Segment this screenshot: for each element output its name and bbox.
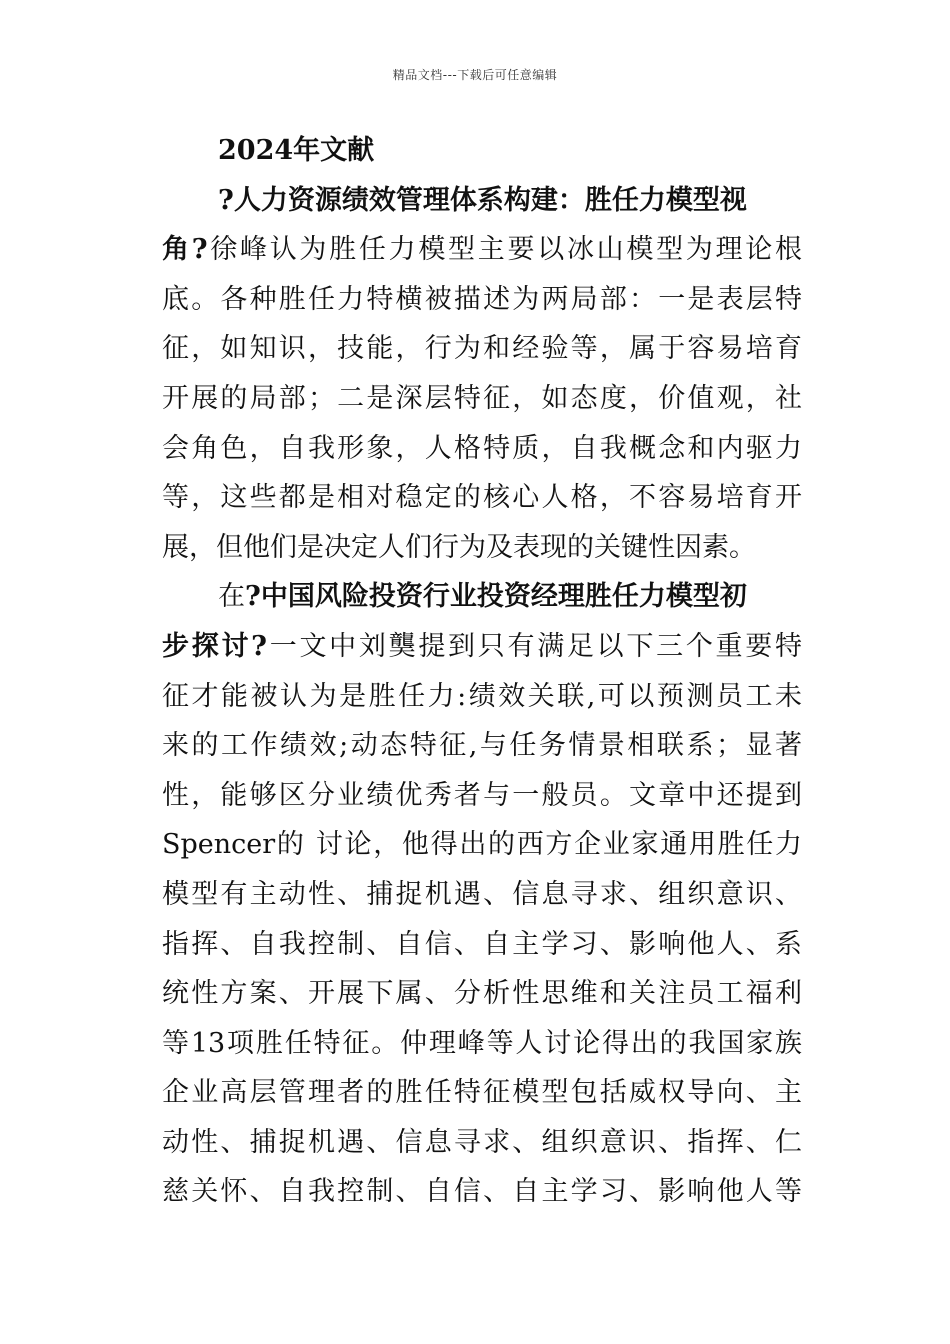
text-run: 企业高层管理者的胜任特征模型包括威权导向、主 [162,1077,802,1109]
paragraph-line [162,870,802,920]
paragraph-line [162,969,802,1019]
paragraph-line [162,523,802,573]
bold-run: 角? [162,234,208,266]
text-run: 底。各种胜任力特横被描述为两局部：一是表层特 [162,283,802,315]
text-run: 开展的局部；二是深层特征，如态度，价值观，社 [162,382,802,414]
text-run: 展，但他们是决定人们行为及表现的关键性因素。 [162,531,756,563]
text-run: 征，如知识，技能，行为和经验等，属于容易培育 [162,333,802,365]
paragraph-1 [162,176,802,573]
paragraph-line [162,374,802,424]
paragraph-line [162,1019,802,1069]
text-run: 模型有主动性、捕捉机遇、信息寻求、组织意识、 [162,878,802,910]
bold-run: 步探讨? [162,630,267,662]
text-run: Spencer的 讨论，他得出的西方企业家通用胜任力 [162,829,802,861]
paragraph-line [162,721,802,771]
text-run: 徐峰认为胜任力模型主要以冰山模型为理论根 [207,234,802,266]
paragraph-line [162,572,802,622]
paragraph-line [162,820,802,870]
paragraph-line [162,1167,802,1217]
paragraph-line [162,672,802,722]
text-run: 性，能够区分业绩优秀者与一般员。文章中还提到 [162,779,802,811]
paragraph-line [162,275,802,325]
document-body [162,126,802,1217]
text-run: 动性、捕捉机遇、信息寻求、组织意识、指挥、仁 [162,1126,802,1158]
paragraph-line [162,324,802,374]
paragraph-line [162,1068,802,1118]
paragraph-line [162,1118,802,1168]
text-run: 等13项胜任特征。仲理峰等人讨论得出的我国家族 [162,1027,802,1059]
text-run: 慈关怀、自我控制、自信、自主学习、影响他人等 [162,1176,802,1208]
paragraph-line [162,225,802,275]
text-run: 统性方案、开展下属、分析性思维和关注员工福利 [162,978,802,1010]
text-run: 征才能被认为是胜任力:绩效关联,可以预测员工未 [162,680,802,712]
text-run: 在 [218,581,245,613]
paragraph-line [162,920,802,970]
text-run: 来的工作绩效;动态特征,与任务情景相联系；显著 [162,730,802,762]
bold-run: ?人力资源绩效管理体系构建：胜任力模型视 [218,184,747,216]
paragraph-line [162,424,802,474]
paragraph-line [162,473,802,523]
bold-run: ?中国风险投资行业投资经理胜任力模型初 [245,581,747,613]
paragraph-2 [162,572,802,1217]
paragraph-line [162,176,802,226]
text-run: 指挥、自我控制、自信、自主学习、影响他人、系 [162,928,802,960]
document-title: 2024年文献 [218,135,375,166]
paragraph-line [162,771,802,821]
text-run: 一文中刘龑提到只有满足以下三个重要特 [267,630,803,662]
paragraph-line [162,622,802,672]
text-run: 会角色，自我形象，人格特质，自我概念和内驱力 [162,432,802,464]
page-header: 精品文档---下载后可任意编辑 [392,68,558,82]
text-run: 等，这些都是相对稳定的核心人格，不容易培育开 [162,482,802,514]
